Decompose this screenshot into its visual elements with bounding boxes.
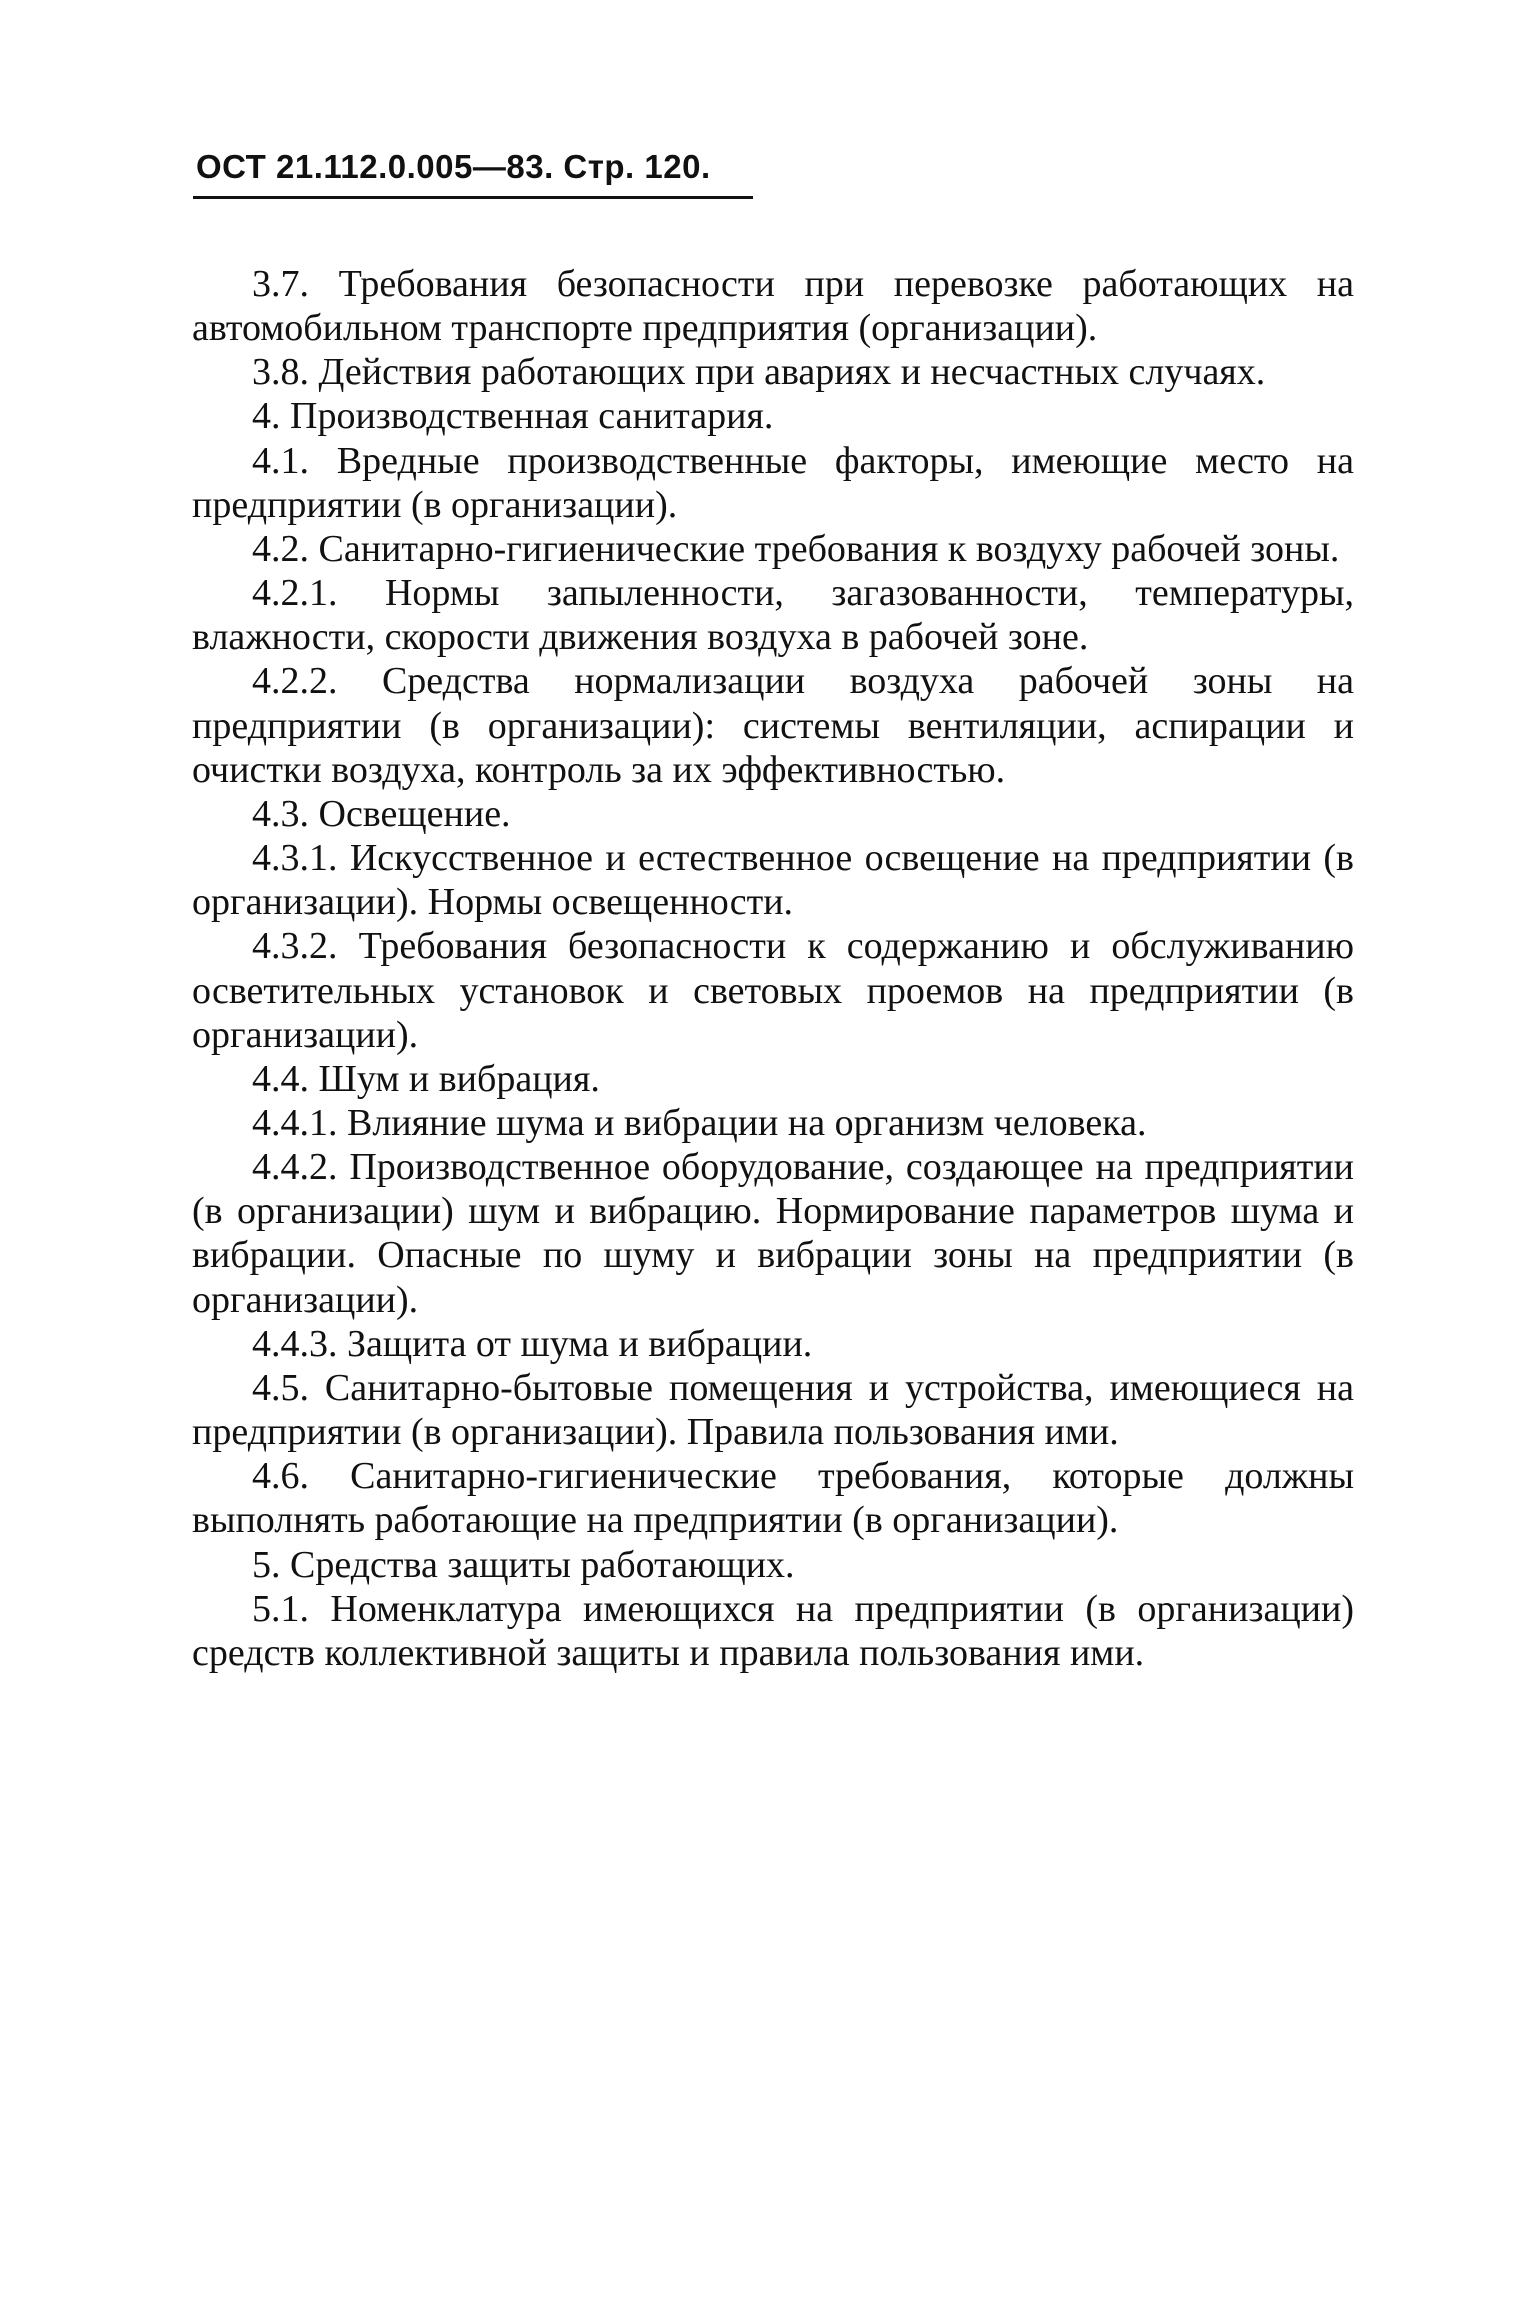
header-underline — [193, 196, 753, 199]
paragraph-4-3: 4.3. Освещение. — [252, 792, 511, 835]
paragraph-4-5: 4.5. Санитарно-бытовые помещения и устройства, имеющиеся на предприятии (в организации). Правила пользования ими. — [192, 1366, 1354, 1454]
paragraph-4-4-3: 4.4.3. Защита от шума и вибрации. — [252, 1322, 813, 1365]
paragraph-4-3-1: 4.3.1. Искусственное и естественное освещение на предприятии (в организации). Нормы освещенности. — [192, 837, 1354, 924]
paragraph-5-1: 5.1. Номенклатура имеющихся на предприятии (в организации) средств коллективной защиты и правила пользования ими. — [192, 1587, 1354, 1674]
paragraph-4-3-2: 4.3.2. Требования безопасности к содержанию и обслуживанию осветительных установок и световых проемов на предприятии (в организации). — [192, 925, 1354, 1056]
paragraph-4-4-1: 4.4.1. Влияние шума и вибрации на организм человека. — [252, 1101, 1147, 1144]
paragraph-5: 5. Средства защиты работающих. — [252, 1543, 795, 1586]
paragraph-3-7: 3.7. Требования безопасности при перевозке работающих на автомобильном транспорте предприятия (организации). — [192, 263, 1354, 350]
paragraph-3-8: 3.8. Действия работающих при авариях и несчастных случаях. — [252, 351, 1266, 394]
paragraph-4-2-2: 4.2.2. Средства нормализации воздуха рабочей зоны на предприятии (в организации): системы вентиляции, аспирации и очистки воздуха, контроль за их эффективностью. — [192, 660, 1354, 791]
document-body — [192, 262, 1354, 1675]
paragraph-4-2-1: 4.2.1. Нормы запыленности, загазованности, температуры, влажности, скорости движения воздуха в рабочей зоне. — [192, 572, 1354, 659]
paragraph-4: 4. Производственная санитария. — [252, 395, 774, 438]
paragraph-4-4: 4.4. Шум и вибрация. — [252, 1057, 600, 1100]
paragraph-4-2: 4.2. Санитарно-гигиенические требования к воздуху рабочей зоны. — [252, 527, 1340, 570]
page-header: ОСТ 21.112.0.005—83. Стр. 120. — [196, 148, 711, 185]
paragraph-4-4-2: 4.4.2. Производственное оборудование, создающее на предприятии (в организации) шум и вибрацию. Нормирование параметров шума и вибрации. Опасные по шуму и вибрации зоны на предприятии (в организации). — [192, 1146, 1354, 1321]
paragraph-4-1: 4.1. Вредные производственные факторы, имеющие место на предприятии (в организации). — [192, 439, 1354, 526]
paragraph-4-6: 4.6. Санитарно-гигиенические требования, которые должны выполнять работающие на предприятии (в организации). — [192, 1455, 1354, 1542]
